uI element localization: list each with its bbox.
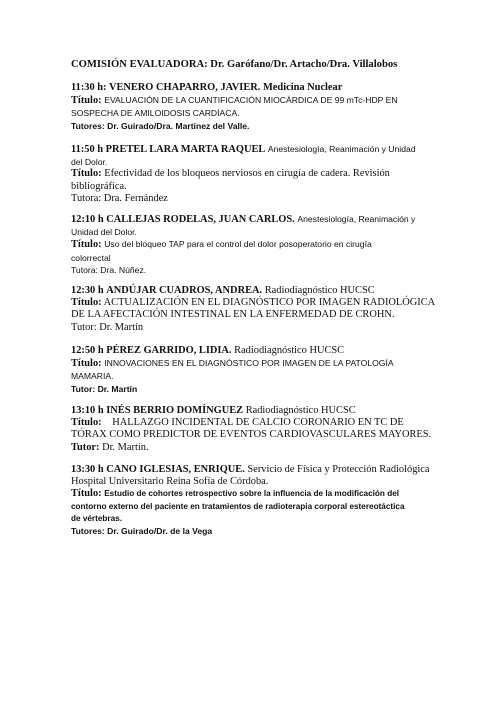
entry-department: Radiodiagnóstico HUCSC (264, 285, 375, 296)
tutor-name: Dr. Martín (99, 321, 144, 333)
presentation-entry (71, 345, 481, 395)
entry-header (71, 82, 481, 94)
entry-time: 11:30 h: (71, 82, 107, 93)
entry-time: 13:10 h (71, 405, 104, 416)
entry-department: Anestesiología, Reanimación y Unidad (267, 144, 416, 154)
entry-presenter: INÉS BERRIO DOMÍNGUEZ (106, 405, 244, 416)
entry-tutor: Tutores: Dr. Guirado/Dra. Martínez del Valle. (71, 120, 250, 131)
entry-header (71, 213, 481, 226)
entry-header (71, 143, 481, 156)
title-text-continued: contorno externo del paciente en tratamientos de radioterapia corporal estereotáctica (71, 501, 405, 511)
entry-presenter: ANDÚJAR CUADROS, ANDREA. (106, 285, 263, 296)
entry-header (71, 405, 481, 417)
title-text-continued: DE LA AFECTACIÓN INTESTINAL EN LA ENFERMEDAD DE CROHN. (71, 309, 395, 321)
entry-presenter: PÉREZ GARRIDO, LIDIA. (106, 345, 232, 356)
entry-title (71, 417, 481, 429)
presentation-entry (71, 285, 481, 334)
entry-tutor: Tutora: Dra. Núñez. (71, 264, 147, 275)
entry-presenter: VENERO CHAPARRO, JAVIER. (108, 82, 261, 93)
presentation-entry (71, 405, 481, 454)
entry-time: 13:30 h (71, 464, 104, 475)
entry-time: 12:30 h (71, 285, 104, 296)
entry-tutor: Tutor: Dr. Martín (71, 383, 138, 394)
entry-time: 11:50 h (71, 144, 104, 155)
entry-title (71, 357, 481, 370)
title-label: Título: (71, 358, 102, 370)
title-text: Uso del bloqueo TAP para el control del dolor posoperatorio en cirugía (104, 239, 372, 250)
entry-header (71, 464, 481, 476)
tutor-name: Dra. Fernández (103, 192, 168, 204)
entry-tutor (71, 442, 481, 454)
entry-department: Servicio de Física y Protección Radiológica (247, 464, 430, 475)
title-label: Título: (71, 95, 102, 107)
title-text: HALLAZGO INCIDENTAL DE CALCIO CORONARIO EN TC DE (112, 417, 404, 429)
entry-title (71, 238, 481, 251)
tutor-name: Dr. Martín. (102, 441, 149, 453)
entry-header (71, 285, 481, 297)
title-text: INNOVACIONES EN EL DIAGNÓSTICO POR IMAGEN DE LA PATOLOGÍA (104, 358, 394, 369)
title-text-continued: MAMARIA. (71, 371, 114, 382)
tutor-label: Tutor: (71, 441, 100, 453)
entry-tutor (71, 193, 481, 205)
entry-title (71, 94, 481, 107)
entry-presenter: CANO IGLESIAS, ENRIQUE. (106, 464, 245, 475)
title-text: Estudio de cohortes retrospectivo sobre la influencia de la modificación del (104, 489, 400, 499)
presentation-entry (71, 464, 481, 537)
entry-header (71, 345, 481, 357)
committee-heading: COMISIÓN EVALUADORA: Dr. Garófano/Dr. Artacho/Dra. Villalobos (71, 59, 398, 70)
presentation-entry (71, 82, 481, 132)
entry-department: Radiodiagnóstico HUCSC (234, 345, 345, 356)
presentation-entry (71, 143, 481, 205)
title-text-continued: SOSPECHA DE AMILOIDOSIS CARDÍACA. (71, 108, 240, 119)
entry-department-continued: Hospital Universitario Reina Sofía de Córdoba. (71, 476, 269, 488)
entry-title (71, 168, 481, 180)
entry-title (71, 488, 481, 500)
entry-department: Anestesiología, Reanimación y (297, 214, 416, 224)
entry-department: Medicina Nuclear (263, 82, 343, 93)
title-text: ACTUALIZACIÓN EN EL DIAGNÓSTICO POR IMAGEN RADIOLÓGICA (103, 297, 436, 309)
title-text-continued: de vértebras. (71, 513, 122, 523)
title-text-continued: colorrectal (71, 252, 111, 263)
entry-department-continued: Unidad del Dolor. (71, 227, 137, 238)
entry-presenter: PRETEL LARA MARTA RAQUEL (105, 144, 266, 155)
title-label: Título: (71, 417, 102, 429)
title-text-continued: bibliográfica. (71, 180, 127, 192)
title-text: EVALUACIÓN DE LA CUANTIFICACIÓN MIOCÁRDICA DE 99 mTc-HDP EN (104, 95, 398, 106)
title-text: Efectividad de los bloqueos nerviosos en cirugía de cadera. Revisión (104, 168, 390, 180)
title-text-continued: TÓRAX COMO PREDICTOR DE EVENTOS CARDIOVASCULARES MAYORES. (71, 429, 432, 441)
title-label: Título: (71, 488, 102, 500)
title-label: Título: (71, 168, 102, 180)
entry-presenter: CALLEJAS RODELAS, JUAN CARLOS. (106, 214, 295, 225)
title-label: Título: (71, 297, 102, 309)
entry-title (71, 297, 481, 309)
entry-tutor: Tutores: Dr. Guirado/Dr. de la Vega (71, 526, 213, 537)
tutor-label: Tutora: (71, 192, 102, 204)
title-label: Título: (71, 239, 102, 251)
entry-time: 12:50 h (71, 345, 104, 356)
entry-department-continued: del Dolor. (71, 157, 108, 168)
entry-time: 12:10 h (71, 214, 104, 225)
entry-department: Radiodiagnóstico HUCSC (245, 405, 356, 416)
tutor-label: Tutor: (71, 321, 97, 333)
entry-tutor (71, 322, 481, 334)
presentation-entry (71, 213, 481, 276)
